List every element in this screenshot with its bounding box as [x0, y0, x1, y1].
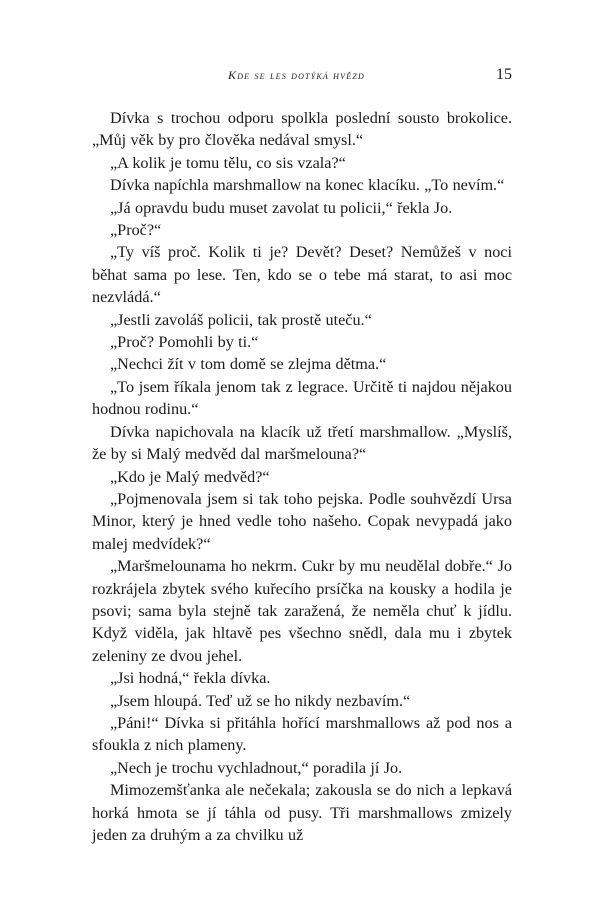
- body-text: [92, 107, 512, 846]
- paragraph: Dívka napichovala na klacík už třetí marshmallow. „Myslíš, že by si Malý medvěd dal maršmelouna?“: [92, 422, 512, 464]
- paragraph: „Ty víš proč. Kolik ti je? Devět? Deset? Nemůžeš v noci běhat sama po lese. Ten, kdo se o tebe má starat, to asi moc nezvládá.“: [92, 243, 512, 307]
- page-number: 15: [496, 66, 512, 83]
- paragraph: Dívka s trochou odporu spolkla poslední sousto brokolice. „Můj věk by pro člověka nedával smysl.“: [92, 109, 512, 150]
- page-header: [92, 66, 512, 86]
- paragraph: „A kolik je tomu tělu, co sis vzala?“: [110, 153, 346, 172]
- paragraph: „Kdo je Malý medvěd?“: [110, 467, 270, 486]
- paragraph: „Proč?“: [110, 221, 162, 240]
- paragraph: Dívka napíchla marshmallow na konec klacíku. „To nevím.“: [110, 176, 505, 195]
- paragraph: „Jsi hodná,“ řekla dívka.: [110, 669, 271, 688]
- paragraph: „Já opravdu budu muset zavolat tu policii,“ řekla Jo.: [110, 198, 453, 217]
- paragraph: „Jsem hloupá. Teď už se ho nikdy nezbavím.“: [110, 691, 411, 710]
- paragraph: „Pojmenovala jsem si tak toho pejska. Podle souhvězdí Ursa Minor, který je hned vedle toho našeho. Copak nevypadá jako malej medvídek?“: [92, 489, 512, 553]
- paragraph: Mimozemšťanka ale nečekala; zakousla se do nich a lepkavá horká hmota se jí táhla od pusy. Tři marshmallows zmizely jeden za druhým a za chvilku už: [92, 781, 512, 844]
- running-title: Kde se les dotýká hvězd: [228, 68, 365, 82]
- paragraph: „Nechci žít v tom domě se zlejma dětma.“: [110, 355, 387, 374]
- paragraph: „Maršmelounama ho nekrm. Cukr by mu neudělal dobře.“ Jo rozkrájela zbytek svého kuřecího prsíčka na kousky a hodila je psovi; sama byla stejně tak zaražená, že neměla chuť k jídlu. Když viděla, jak hltavě pes všechno snědl, dala mu i zbytek zeleniny ze dvou jehel.: [92, 557, 512, 665]
- paragraph: „Proč? Pomohli by ti.“: [110, 333, 259, 352]
- paragraph: „Nech je trochu vychladnout,“ poradila jí Jo.: [110, 758, 403, 777]
- paragraph: „Páni!“ Dívka si přitáhla hořící marshmallows až pod nos a sfoukla z nich plameny.: [92, 713, 512, 755]
- paragraph: „To jsem říkala jenom tak z legrace. Určitě ti najdou nějakou hodnou rodinu.“: [92, 377, 512, 419]
- paragraph: „Jestli zavoláš policii, tak prostě uteču.“: [110, 310, 372, 329]
